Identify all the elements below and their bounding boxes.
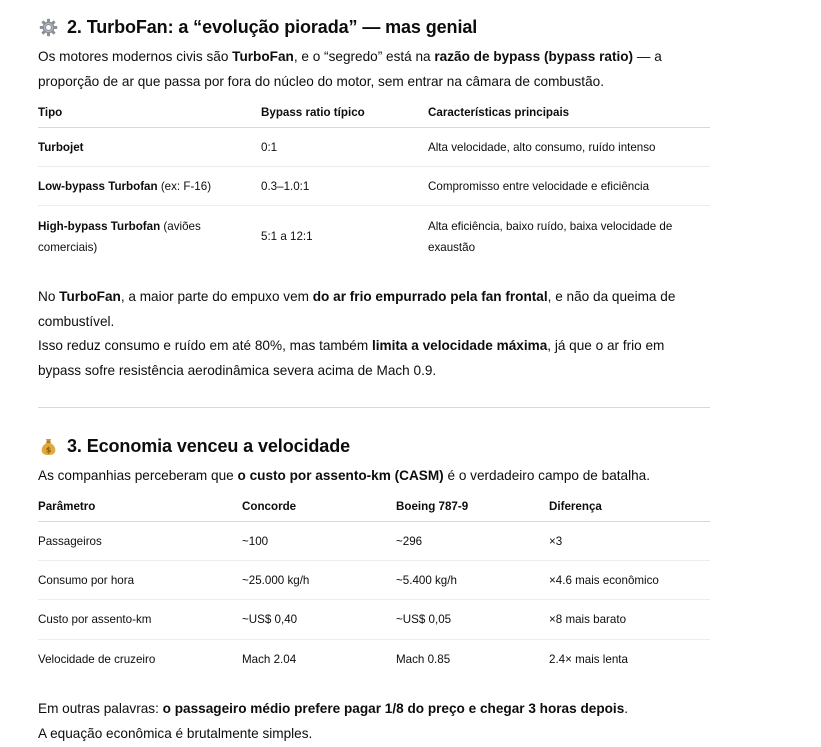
column-header: Características principais (428, 97, 710, 128)
section-3-paragraph-1 (38, 697, 710, 722)
para-bold: limita a velocidade máxima (371, 338, 548, 353)
table-row (38, 561, 710, 600)
table-header-row (38, 491, 710, 522)
table-cell: ×4.6 mais econômico (549, 561, 710, 600)
table-cell: Custo por assento-km (38, 600, 242, 640)
table-row (38, 522, 710, 561)
gear-icon (38, 17, 58, 37)
section-3-intro (38, 464, 710, 489)
para-bold: o passageiro médio prefere pagar 1/8 do preço e chegar 3 horas depois (162, 701, 625, 716)
table-cell: Alta eficiência, baixo ruído, baixa velocidade de exaustão (428, 219, 673, 254)
section-3-paragraph-2: A equação econômica é brutalmente simples. (38, 726, 313, 741)
section-divider (38, 407, 710, 408)
table-cell (38, 128, 261, 167)
section-2-intro (38, 45, 678, 94)
column-header: Boeing 787-9 (396, 491, 549, 522)
intro-bold: razão de bypass (bypass ratio) (434, 49, 634, 64)
table-header-row (38, 97, 710, 128)
column-header: Bypass ratio típico (261, 97, 428, 128)
table-cell: ~25.000 kg/h (242, 561, 396, 600)
para-bold: do ar frio empurrado pela fan frontal (312, 289, 548, 304)
table-cell: ×8 mais barato (549, 600, 710, 640)
table-cell: 2.4× mais lenta (549, 652, 628, 666)
table-cell: 5:1 a 12:1 (261, 230, 313, 244)
engine-type-note: (aviões comerciais) (38, 219, 201, 254)
table-cell: ~5.400 kg/h (396, 561, 549, 600)
para-text: Isso reduz consumo e ruído em até 80%, mas também (38, 338, 372, 353)
table-row (38, 600, 710, 640)
economics-table (38, 491, 710, 679)
intro-text: As companhias perceberam que (38, 468, 238, 483)
table-row (38, 128, 710, 167)
engine-type: Turbojet (38, 140, 84, 154)
section-3-title: 3. Economia venceu a velocidade (67, 435, 351, 456)
para-text: , e não da queima de combustível. (38, 289, 676, 329)
table-cell: Passageiros (38, 522, 242, 561)
table-cell: Consumo por hora (38, 561, 242, 600)
table-cell: Mach 2.04 (242, 652, 297, 666)
intro-bold: TurboFan (232, 49, 294, 64)
table-cell (38, 206, 261, 268)
section-3-heading (38, 432, 350, 460)
table-row (38, 640, 710, 679)
section-2-heading (38, 13, 477, 41)
table-cell: ~US$ 0,40 (242, 600, 396, 640)
column-header: Tipo (38, 97, 261, 128)
table-cell: Mach 0.85 (396, 652, 451, 666)
para-bold: TurboFan (59, 289, 121, 304)
table-row (38, 206, 710, 268)
engine-type: High-bypass Turbofan (38, 219, 161, 233)
bypass-ratio-table (38, 97, 710, 268)
para-text: Em outras palavras: (38, 701, 163, 716)
table-cell: Alta velocidade, alto consumo, ruído intenso (428, 128, 710, 167)
para-text: No (38, 289, 60, 304)
table-cell: Velocidade de cruzeiro (38, 652, 156, 666)
table-cell: ~100 (242, 522, 396, 561)
para-text: , a maior parte do empuxo vem (120, 289, 313, 304)
table-cell: ~US$ 0,05 (396, 600, 549, 640)
table-cell (38, 167, 261, 206)
svg-text:$: $ (45, 444, 51, 454)
intro-text: , e o “segredo” está na (293, 49, 435, 64)
table-cell: ~296 (396, 522, 549, 561)
section-2-title: 2. TurboFan: a “evolução piorada” — mas genial (67, 16, 478, 37)
engine-type: Low-bypass Turbofan (38, 179, 158, 193)
intro-bold: o custo por assento-km (CASM) (237, 468, 444, 483)
para-text: . (624, 701, 629, 716)
table-cell: Compromisso entre velocidade e eficiência (428, 167, 710, 206)
column-header: Parâmetro (38, 491, 242, 522)
para-text: , já que o ar frio em bypass sofre resistência aerodinâmica severa acima de Mach 0.9. (38, 338, 665, 378)
table-cell: ×3 (549, 522, 710, 561)
money-bag-icon (38, 436, 58, 456)
column-header: Concorde (242, 491, 396, 522)
column-header: Diferença (549, 491, 710, 522)
section-2-paragraph-2 (38, 334, 688, 383)
intro-text: — a proporção de ar que passa por fora do núcleo do motor, sem entrar na câmara de combustão. (38, 49, 662, 89)
table-row (38, 167, 710, 206)
section-2-paragraph-1 (38, 285, 698, 334)
table-cell: 0.3–1.0:1 (261, 167, 428, 206)
intro-text: Os motores modernos civis são (38, 49, 233, 64)
table-cell: 0:1 (261, 128, 428, 167)
intro-text: é o verdadeiro campo de batalha. (443, 468, 651, 483)
engine-type-note: (ex: F-16) (157, 179, 212, 193)
